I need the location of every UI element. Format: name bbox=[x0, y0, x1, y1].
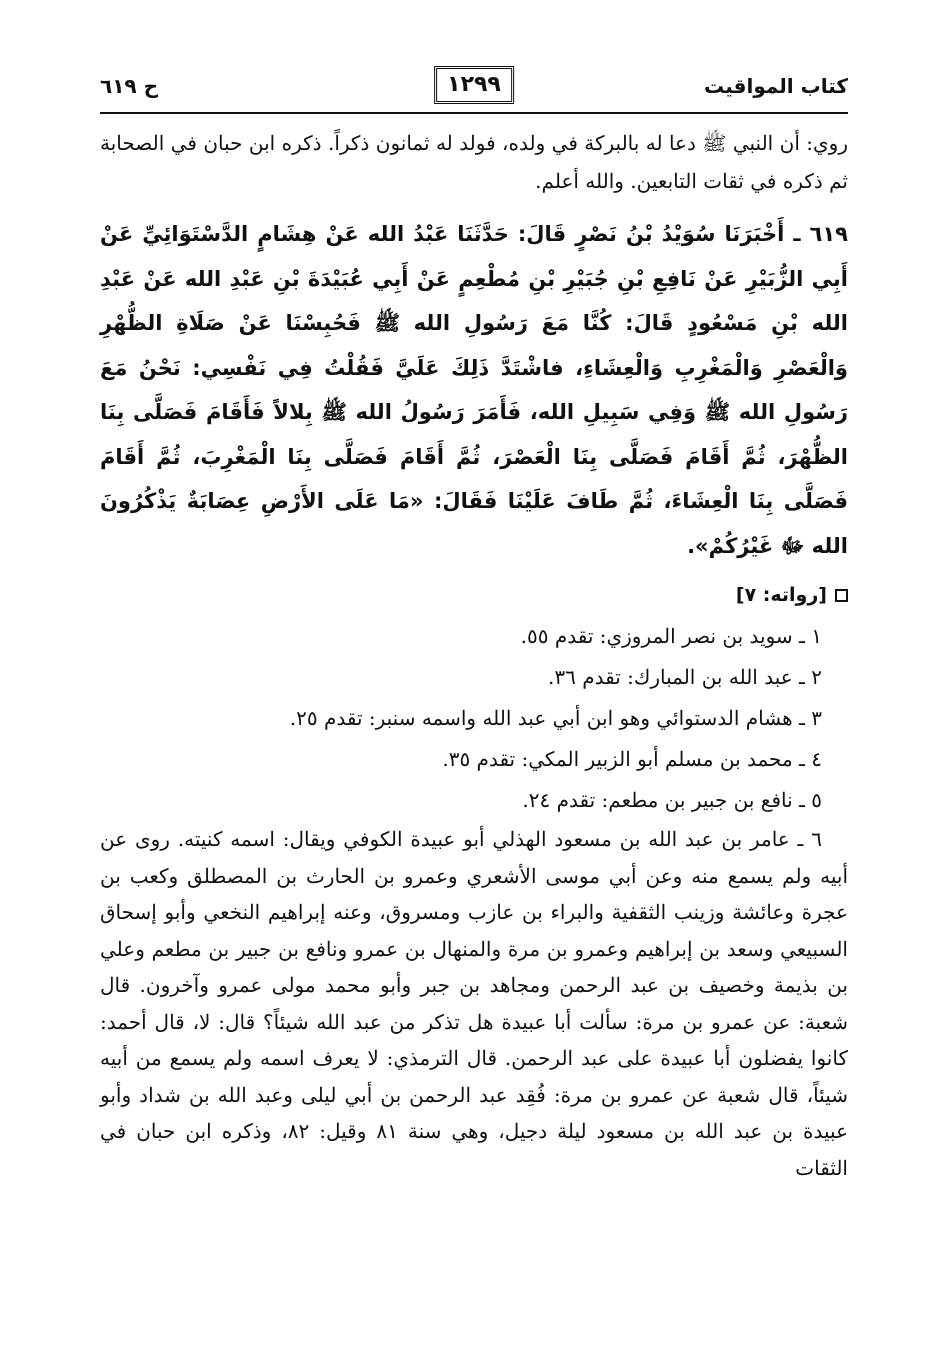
narrator-item: ١ ـ سويد بن نصر المروزي: تقدم ٥٥. bbox=[520, 624, 822, 648]
page-number: ١٢٩٩ bbox=[434, 66, 514, 104]
narrator-item: ٥ ـ نافع بن جبير بن مطعم: تقدم ٢٤. bbox=[522, 788, 822, 812]
narrator-item: ٣ ـ هشام الدستوائي وهو ابن أبي عبد الله واسمه سنبر: تقدم ٢٥. bbox=[289, 706, 822, 730]
page-header bbox=[100, 62, 848, 114]
narrator-item-6: ٦ ـ عامر بن عبد الله بن مسعود الهذلي أبو عبيدة الكوفي ويقال: اسمه كنيته. روى عن أبيه ولم يسمع منه وعن أبي موسى الأشعري وعمرو بن الحارث بن المصطلق وكعب بن عجرة وعائشة وزينب الثقفية والبراء بن عازب ومسروق، وعنه إبراهيم النخعي وأبو إسحاق السبيعي وسعد بن إبراهيم وعمرو بن مرة والمنهال بن عمرو ونافع بن جبير بن مطعم وعلي بن بذيمة وخصيف بن عبد الرحمن ومجاهد بن جبر وأبو محمد مولى عمرو وآخرون. قال شعبة: عن عمرو بن مرة: سألت أبا عبيدة هل تذكر من عبد الله شيئاً؟ قال: لا، قال أحمد: كانوا يفضلون أبا عبيدة على عبد الرحمن. قال الترمذي: لا يعرف اسمه ولم يسمع من أبيه شيئاً، قال شعبة عن عمرو بن مرة: فُقِد عبد الرحمن بن أبي ليلى وعبد الله بن شداد وأبو عبيدة بن عبد الله بن مسعود ليلة دجيل، وهي سنة ٨١ وقيل: ٨٢، وذكره ابن حبان في الثقات bbox=[100, 827, 849, 1180]
running-head: كتاب المواقيت bbox=[704, 74, 848, 98]
hadith-reference: ح ٦١٩ bbox=[100, 74, 159, 98]
previous-entry-continuation: روي: أن النبي ﷺ دعا له بالبركة في ولده، فولد له ثمانون ذكراً. ذكره ابن حبان في الصحابة ثم ذكره في ثقات التابعين. والله أعلم. bbox=[100, 131, 848, 193]
narrator-item: ٢ ـ عبد الله بن المبارك: تقدم ٣٦. bbox=[548, 665, 822, 689]
narrators-heading bbox=[100, 576, 848, 614]
hadith-text: ٦١٩ ـ أَخْبَرَنَا سُوَيْدُ بْنُ نَصْرٍ قَالَ: حَدَّثَنَا عَبْدُ الله عَنْ هِشَامٍ الدَّسْتَوَائِيِّ عَنْ أَبِي الزُّبَيْرِ عَنْ نَافِعِ بْنِ جُبَيْرِ بْنِ مُطْعِمٍ عَنْ أَبِي عُبَيْدَةَ بْنِ عَبْدِ الله عَنْ عَبْدِ الله بْنِ مَسْعُودٍ قَالَ: كُنَّا مَعَ رَسُولِ الله ﷺ فَحُبِسْنَا عَنْ صَلَاةِ الظُّهْرِ وَالْعَصْرِ وَالْمَغْرِبِ وَالْعِشَاءِ، فاشْتَدَّ ذَلِكَ عَلَيَّ فَقُلْتُ فِي نَفْسِي: نَحْنُ مَعَ رَسُولِ الله ﷺ وَفِي سَبِيلِ الله، فَأَمَرَ رَسُولُ الله ﷺ بِلالاً فَأَقَامَ فَصَلَّى بِنَا الظُّهْرَ، ثُمَّ أَقَامَ فَصَلَّى بِنَا الْعَصْرَ، ثُمَّ أَقَامَ فَصَلَّى بِنَا الْمَغْرِبَ، ثُمَّ أَقَامَ فَصَلَّى بِنَا الْعِشَاءَ، ثُمَّ طَافَ عَلَيْنَا فَقَالَ: «مَا عَلَى الأَرْضِ عِصَابَةٌ يَذْكُرُونَ الله ﷻ غَيْرُكُمْ». bbox=[100, 222, 848, 558]
book-page bbox=[100, 62, 848, 1186]
narrator-list bbox=[100, 616, 848, 821]
square-bullet-icon bbox=[835, 589, 848, 602]
narrators-heading-label: [رواته: ٧] bbox=[735, 584, 827, 606]
narrator-item: ٤ ـ محمد بن مسلم أبو الزبير المكي: تقدم ٣٥. bbox=[442, 747, 822, 771]
